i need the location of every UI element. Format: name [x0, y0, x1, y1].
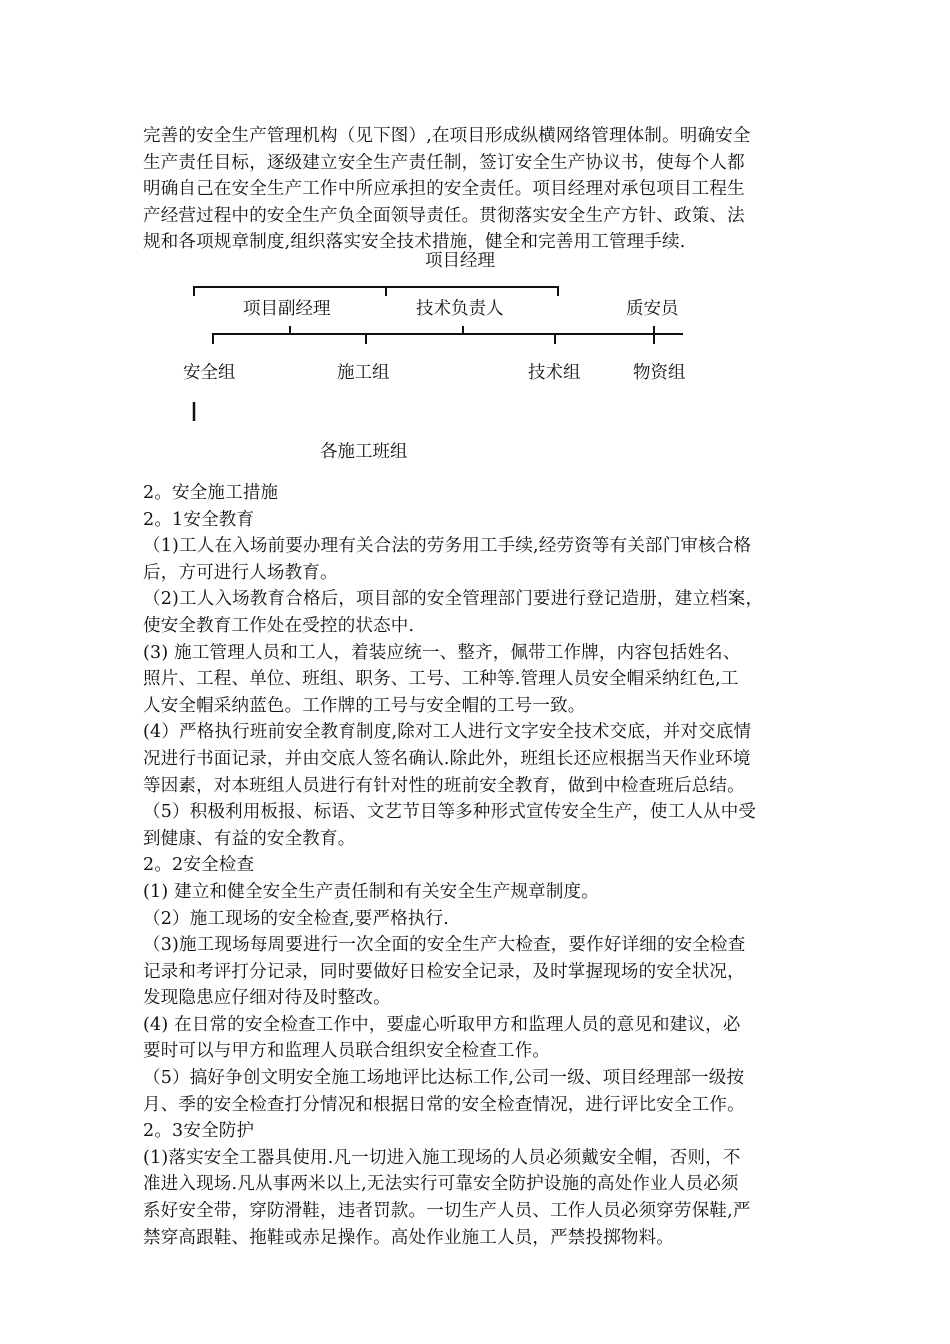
list-item: （5）搞好争创文明安全施工场地评比达标工作,公司一级、项目经理部一级按 月、季的安全检查打分情况和根据日常的安全检查情况，进行评比安全工作。	[143, 1068, 745, 1115]
list-item: (4）严格执行班前安全教育制度,除对工人进行文字安全技术交底，并对交底情 况进行书面记录，并由交底人签名确认.除此外，班组长还应根据当天作业环境 等因素，对本班组人员进行有针对性的班前安全教育，做到中检查班后总结。	[143, 722, 752, 796]
org-node-deputy-manager: 项目副经理	[243, 299, 331, 319]
org-node-construction-group: 施工组	[337, 363, 390, 383]
intro-paragraph: 完善的安全生产管理机构（见下图）,在项目形成纵横网络管理体制。明确安全 生产责任目标，逐级建立安全生产责任制，签订安全生产协议书，使每个人都 明确自己在安全生产工作中所应承担的安全责任。项目经理对承包项目工程生 产经营过程中的安全生产负全面领导责任。贯彻落实安全生产方针、政策、法 规和各项规章制度,组织落实安全技术措施，健全和完善用工管理手续.	[143, 126, 751, 253]
org-top-node: 项目经理	[425, 251, 495, 271]
org-node-technical-lead: 技术负责人	[416, 299, 504, 319]
subsection-heading: 2。3安全防护	[143, 1121, 255, 1142]
org-bottom-node: 各施工班组	[320, 442, 408, 462]
list-item: (3) 施工管理人员和工人，着装应统一、整齐，佩带工作牌，内容包括姓名、 照片、工程、单位、班组、职务、工号、工种等.管理人员安全帽采纳红色,工 人安全帽采纳蓝色。工作牌的工号与安全帽的工号一致。	[143, 642, 741, 716]
list-item: （3)施工现场每周要进行一次全面的安全生产大检查，要作好详细的安全检查 记录和考评打分记录，同时要做好日检安全记录，及时掌握现场的安全状况， 发现隐患应仔细对待及时整改。	[143, 935, 746, 1009]
org-node-qa-safety: 质安员	[626, 299, 679, 319]
org-node-technical-group: 技术组	[528, 363, 581, 383]
list-item: (1)落实安全工器具使用.凡一切进入施工现场的人员必须戴安全帽，否则，不 准进入现场.凡从事两米以上,无法实行可靠安全防护设施的高处作业人员必须 系好安全带，穿防滑鞋，违者罚款。一切生产人员、工作人员必须穿劳保鞋,严 禁穿高跟鞋、拖鞋或赤足操作。高处作业施工人员，严禁投掷物料。	[143, 1147, 751, 1248]
list-item: （2)工人入场教育合格后，项目部的安全管理部门要进行登记造册，建立档案， 使安全教育工作处在受控的状态中.	[143, 589, 764, 636]
org-node-safety-group: 安全组	[183, 363, 236, 383]
org-node-materials-group: 物资组	[633, 363, 686, 383]
section-heading: 2。安全施工措施	[143, 483, 279, 503]
list-item: (4) 在日常的安全检查工作中，要虚心听取甲方和监理人员的意见和建议，必 要时可以与甲方和监理人员联合组织安全检查工作。	[143, 1014, 741, 1062]
list-item: (1) 建立和健全安全生产责任制和有关安全生产规章制度。	[143, 881, 599, 902]
subsection-heading: 2。1安全教育	[143, 509, 255, 530]
list-item: （1)工人在入场前要办理有关合法的劳务用工手续,经劳资等有关部门审核合格 后，方可进行人场教育。	[143, 536, 752, 583]
body-text	[143, 480, 828, 1251]
subsection-heading: 2。2安全检查	[143, 855, 255, 876]
list-item: （5）积极利用板报、标语、文艺节目等多种形式宣传安全生产，使工人从中受 到健康、有益的安全教育。	[143, 802, 757, 849]
list-item: （2）施工现场的安全检查,要严格执行.	[143, 908, 450, 929]
